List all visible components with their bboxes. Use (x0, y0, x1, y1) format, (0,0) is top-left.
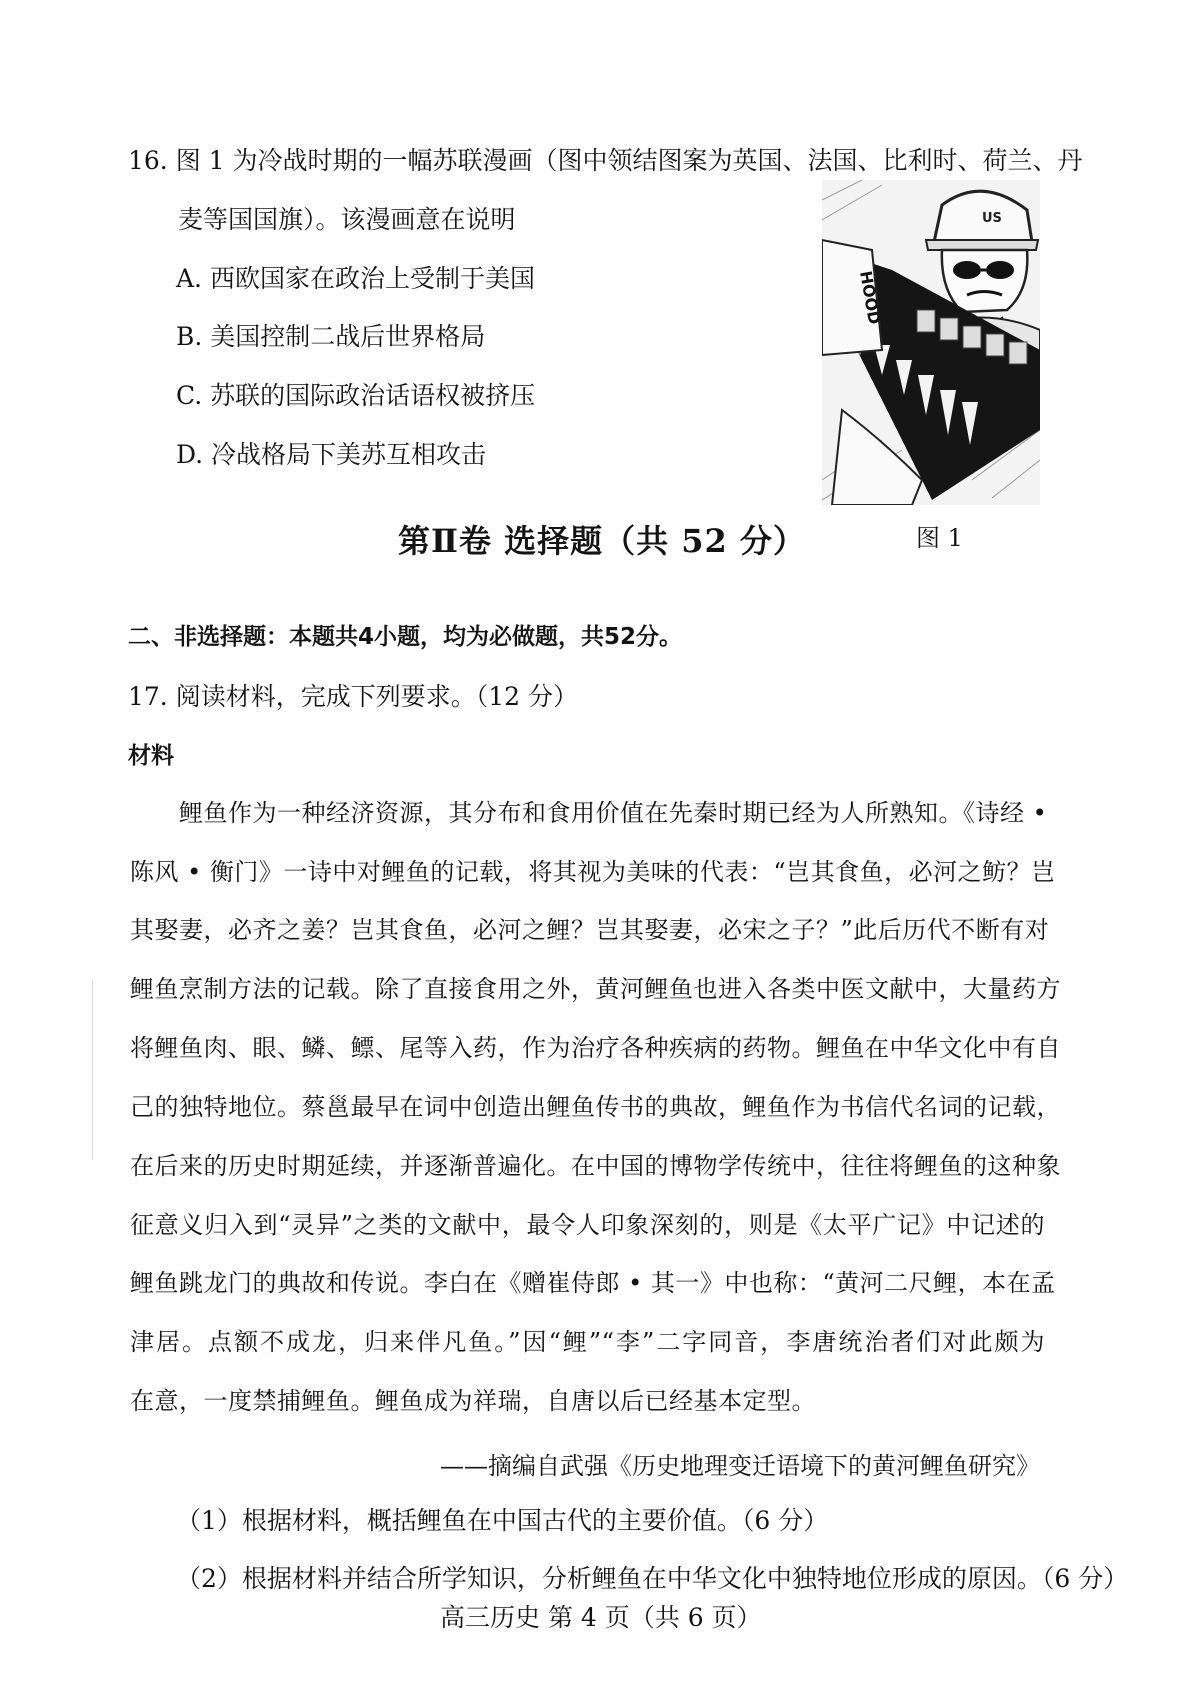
material-line: 鲤鱼作为一种经济资源，其分布和食用价值在先秦时期已经为人所熟知。《诗经 • (130, 799, 1048, 827)
scan-edge-mark (92, 980, 93, 1160)
material-line: 己的独特地位。蔡邕最早在词中创造出鲤鱼传书的典故，鲤鱼作为书信代名词的记载， (130, 1093, 1061, 1121)
material-line: 征意义归入到“灵异”之类的文献中，最令人印象深刻的，则是《太平广记》中记述的 (130, 1211, 1045, 1239)
material-line: 鲤鱼跳龙门的典故和传说。李白在《赠崔侍郎 • 其一》中也称：“黄河二尺鲤，本在孟 (130, 1269, 1056, 1297)
helmet-label: US (982, 211, 1002, 226)
page-footer: 高三历史 第 4 页（共 6 页） (440, 1603, 762, 1632)
material-line: 将鲤鱼肉、眼、鳞、鳔、尾等入药，作为治疗各种疾病的药物。鲤鱼在中华文化中有自 (130, 1034, 1061, 1062)
q16-option-a: A. 西欧国家在政治上受制于美国 (176, 264, 535, 293)
q16-option-c: C. 苏联的国际政治话语权被挤压 (176, 381, 536, 410)
material-line: 鲤鱼烹制方法的记载。除了直接食用之外，黄河鲤鱼也进入各类中医文献中，大量药方 (130, 975, 1061, 1003)
figure-caption: 图 1 (916, 524, 963, 552)
q17-stem: 17. 阅读材料，完成下列要求。（12 分） (128, 682, 578, 711)
soviet-cartoon-figure (822, 180, 1040, 505)
material-line: 陈风 • 衡门》一诗中对鲤鱼的记载，将其视为美味的代表：“岂其食鱼，必河之鲂？岂 (130, 858, 1056, 886)
q17-subquestion-1: （1）根据材料，概括鲤鱼在中国古代的主要价值。（6 分） (176, 1506, 829, 1535)
material-source: ——摘编自武强《历史地理变迁语境下的黄河鲤鱼研究》 (440, 1452, 1040, 1480)
material-label: 材料 (128, 743, 174, 769)
material-line: 在意，一度禁捕鲤鱼。鲤鱼成为祥瑞，自唐以后已经基本定型。 (130, 1387, 816, 1415)
section-title: 第Ⅱ卷 选择题（共 52 分） (398, 522, 806, 560)
material-line: 其娶妻，必齐之姜？岂其食鱼，必河之鲤？岂其娶妻，必宋之子？”此后历代不断有对 (130, 916, 1050, 944)
q17-subquestion-2: （2）根据材料并结合所学知识，分析鲤鱼在中华文化中独特地位形成的原因。（6 分） (176, 1564, 1129, 1593)
part2-heading: 二、非选择题：本题共4小题，均为必做题，共52分。 (128, 624, 683, 650)
q16-option-b: B. 美国控制二战后世界格局 (176, 322, 486, 351)
q16-stem-line-2: 麦等国国旗）。该漫画意在说明 (178, 205, 516, 234)
accordion-label: HOOD (856, 269, 885, 326)
material-line: 在后来的历史时期延续，并逐渐普遍化。在中国的博物学传统中，往往将鲤鱼的这种象 (130, 1152, 1061, 1180)
q16-stem-line-1: 16. 图 1 为冷战时期的一幅苏联漫画（图中领结图案为英国、法国、比利时、荷兰、丹 (128, 146, 1083, 175)
material-line: 津居。点额不成龙，归来伴凡鱼。”因“鲤”“李”二字同音，李唐统治者们对此颇为 (130, 1328, 1045, 1356)
q16-option-d: D. 冷战格局下美苏互相攻击 (176, 440, 487, 469)
